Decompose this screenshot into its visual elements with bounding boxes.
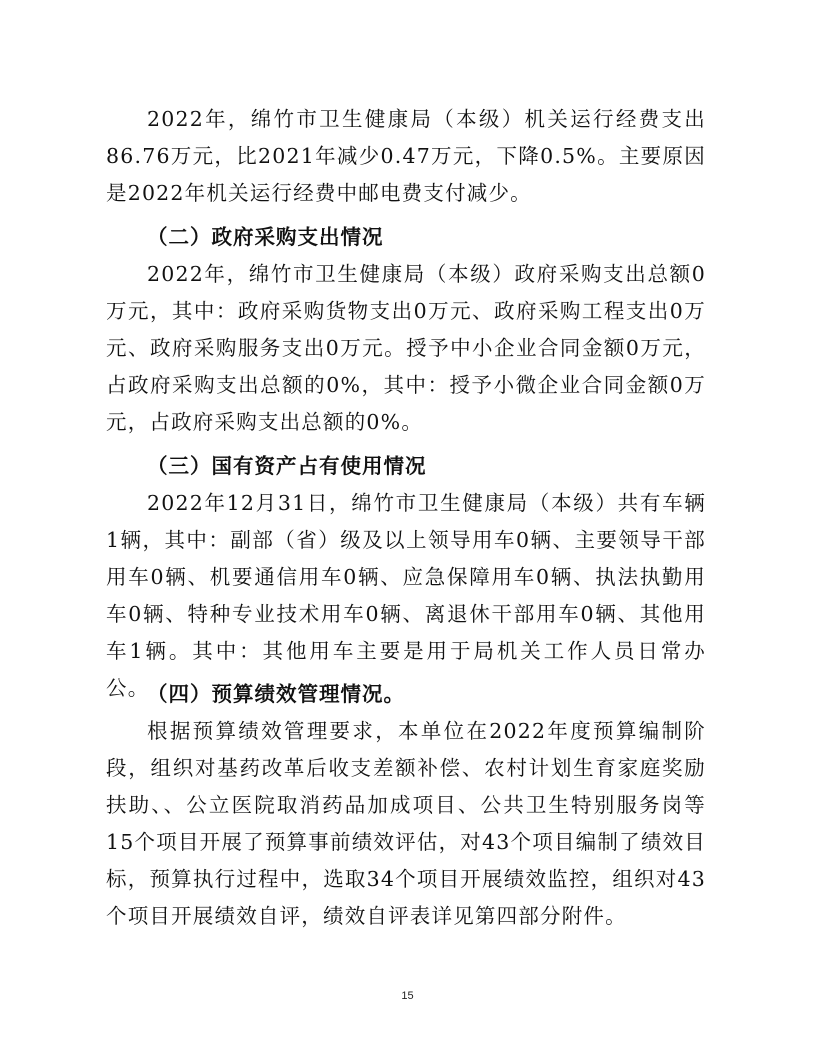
page-number: 15 (401, 990, 414, 1002)
heading-performance-management: （四）预算绩效管理情况。 (147, 682, 405, 706)
paragraph-performance-management: 根据预算绩效管理要求，本单位在2022年度预算编制阶段，组织对基药改革后收支差额补偿、农村计划生育家庭奖励扶助、、公立医院取消药品加成项目、公共卫生特别服务岗等15个项目开展了预算事前绩效评估，对43个项目编制了绩效目标，预算执行过程中，选取34个项目开展绩效监控，组织对43个项目开展绩效自评，绩效自评表详见第四部分附件。 (106, 719, 706, 928)
paragraph-government-procurement: 2022年，绵竹市卫生健康局（本级）政府采购支出总额0万元，其中：政府采购货物支出0万元、政府采购工程支出0万元、政府采购服务支出0万元。授予中小企业合同金额0万元，占政府采购支出总额的0%，其中：授予小微企业合同金额0万元，占政府采购支出总额的0%。 (106, 262, 706, 434)
paragraph-operating-expenses: 2022年，绵竹市卫生健康局（本级）机关运行经费支出86.76万元，比2021年减少0.47万元，下降0.5%。主要原因是2022年机关运行经费中邮电费支付减少。 (106, 107, 706, 205)
paragraph-state-assets: 2022年12月31日，绵竹市卫生健康局（本级）共有车辆1辆，其中：副部（省）级及以上领导用车0辆、主要领导干部用车0辆、机要通信用车0辆、应急保障用车0辆、执法执勤用车0辆、特种专业技术用车0辆、离退休干部用车0辆、其他用车1辆。其中：其他用车主要是用于局机关工作人员日常办公。 (106, 491, 706, 700)
heading-state-assets: （三）国有资产占有使用情况 (147, 454, 427, 478)
heading-government-procurement: （二）政府采购支出情况 (147, 225, 384, 249)
